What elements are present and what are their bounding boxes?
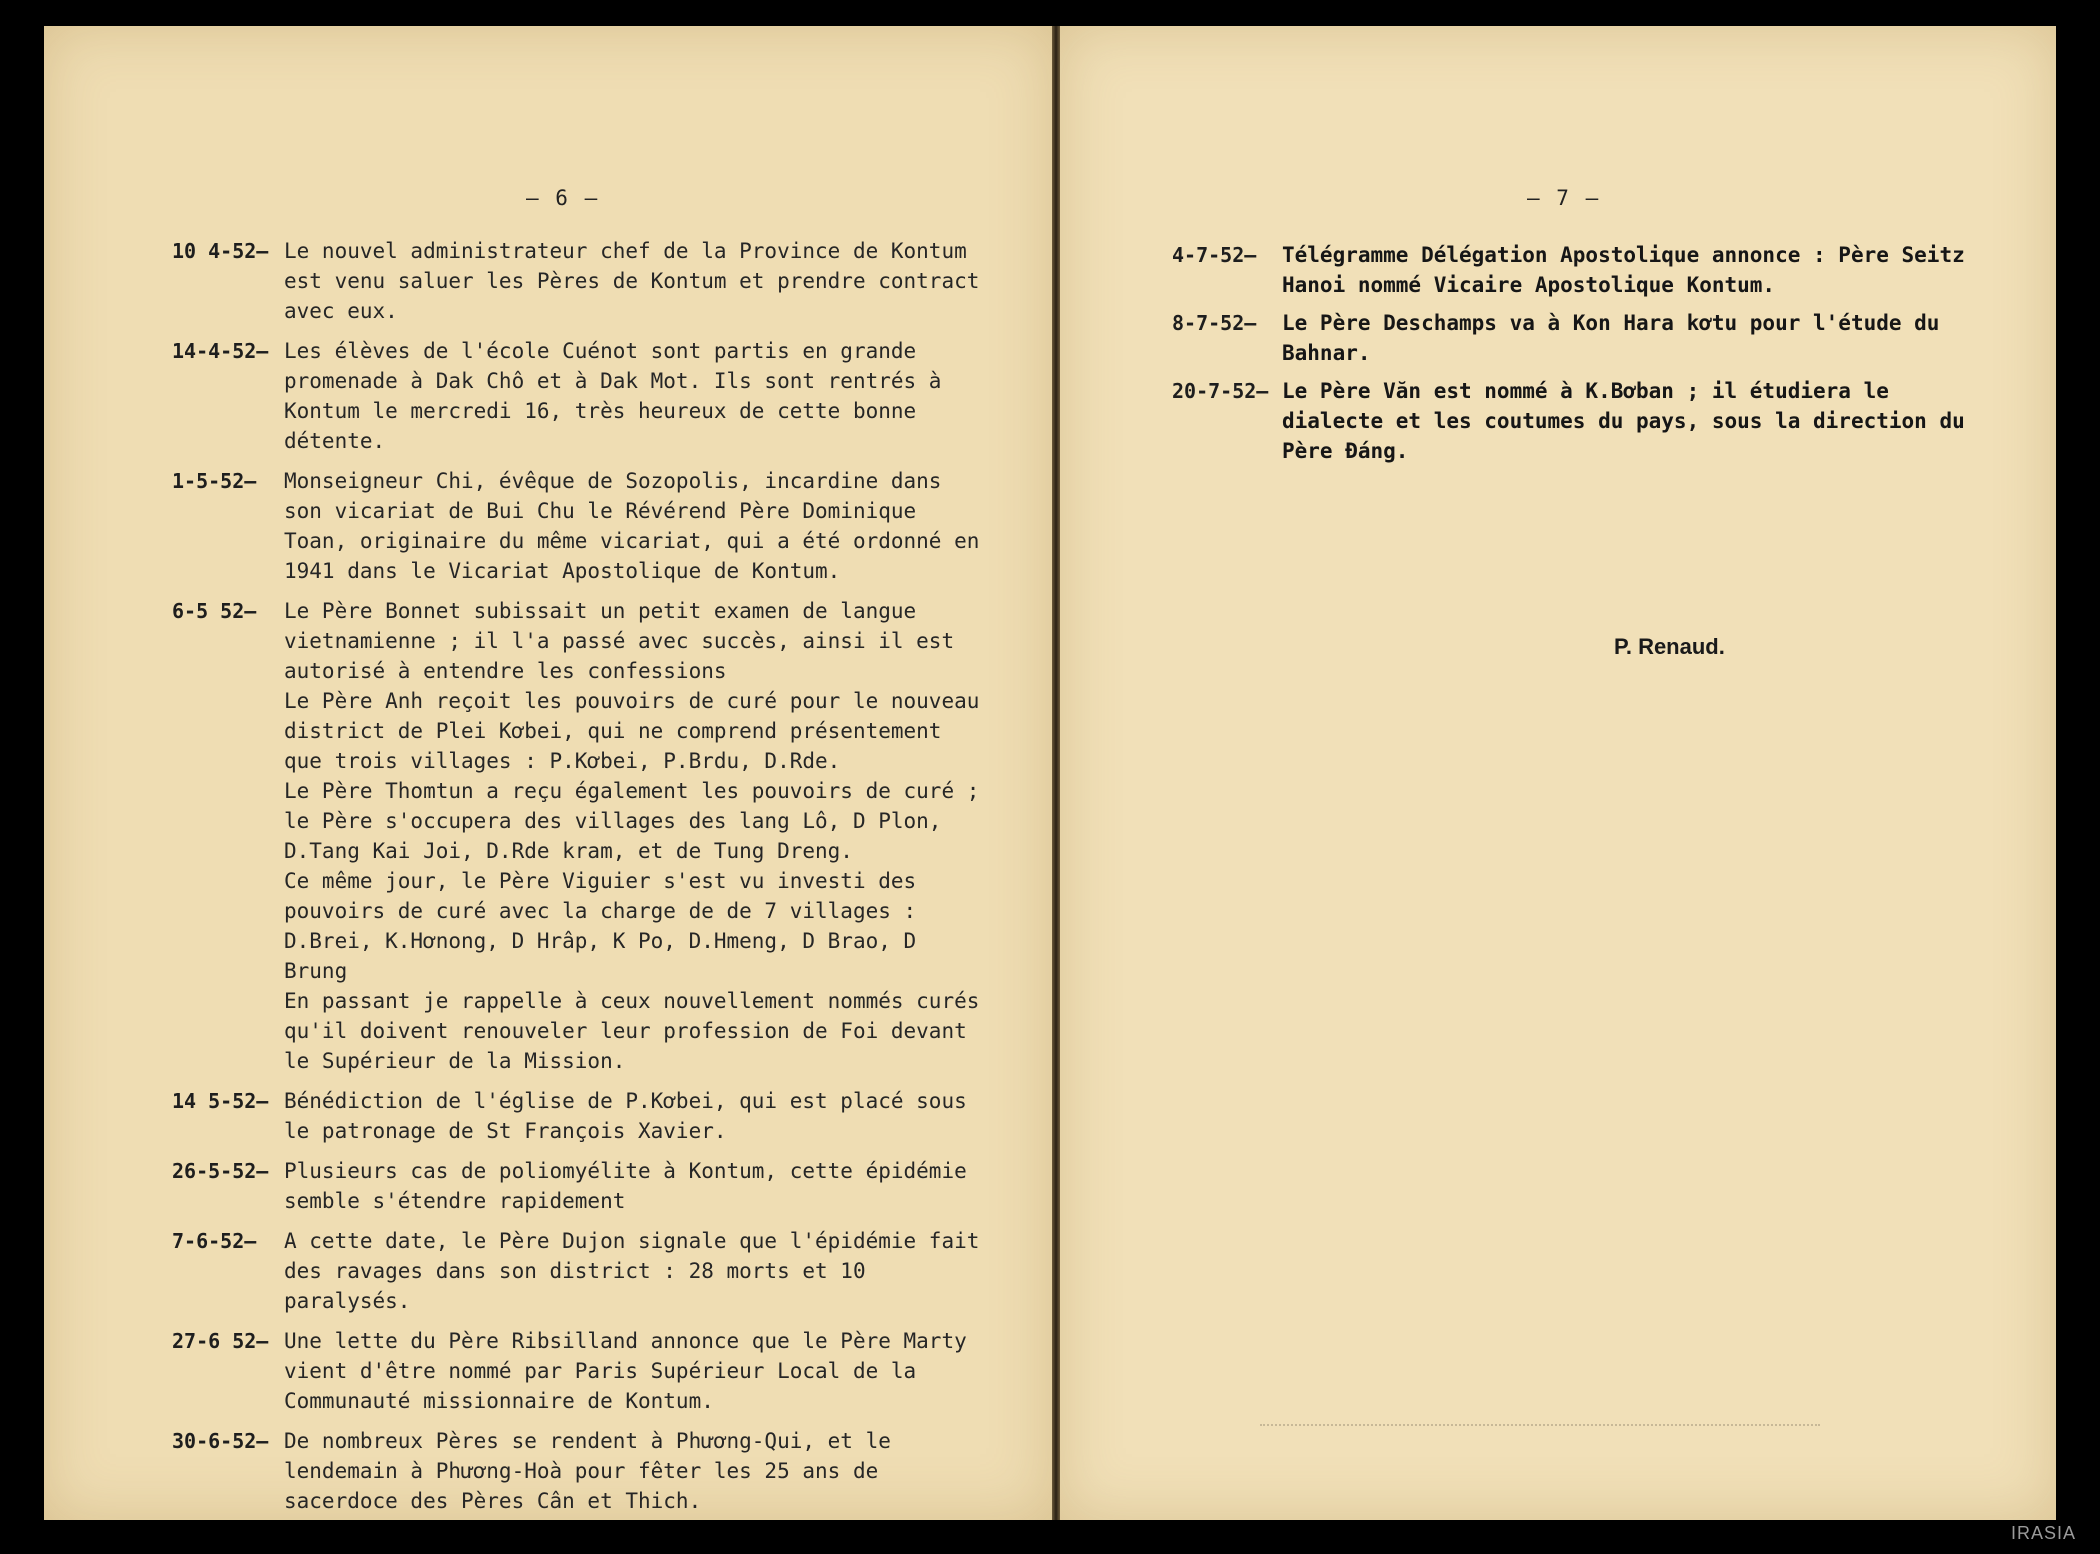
journal-entry [1172, 240, 1982, 300]
entry-text: Plusieurs cas de poliomyélite à Kontum, cette épidémie semble s'étendre rapidement [284, 1159, 967, 1213]
entry-text: Le nouvel administrateur chef de la Province de Kontum est venu saluer les Pères de Kontum et prendre contract avec eux. [284, 239, 980, 323]
journal-entry [172, 1086, 990, 1146]
journal-entry [1172, 308, 1982, 368]
signature: P. Renaud. [1614, 634, 1725, 659]
entry-text: Monseigneur Chi, évêque de Sozopolis, incardine dans son vicariat de Bui Chu le Révérend Père Dominique Toan, originaire du même vicariat, qui a été ordonné en 1941 dans le Vicariat Apostolique de Kontum. [284, 469, 980, 583]
entry-text: Une lette du Père Ribsilland annonce que le Père Marty vient d'être nommé par Paris Supérieur Local de la Communauté missionnaire de Kontum. [284, 1329, 967, 1413]
entries-left [172, 236, 990, 1526]
faded-dotted-line [1260, 1424, 1820, 1428]
entry-date: 8-7-52 — [1172, 308, 1282, 338]
entry-text: Les élèves de l'école Cuénot sont partis en grande promenade à Dak Chô et à Dak Mot. Ils sont rentrés à Kontum le mercredi 16, très heureux de cette bonne détente. [284, 339, 942, 453]
entry-date: 14-4-52 — [172, 336, 282, 366]
journal-entry [172, 236, 990, 326]
entry-text: Télégramme Délégation Apostolique annonce : Père Seitz Hanoi nommé Vicaire Apostolique Kontum. [1282, 243, 1965, 297]
journal-entry [172, 1426, 990, 1516]
left-page [44, 26, 1052, 1520]
watermark: IRASIA [2010, 1523, 2076, 1543]
page-number-right: – 7 – [1527, 186, 1601, 210]
entry-date: 27-6 52 — [172, 1326, 282, 1356]
journal-entry [172, 596, 990, 1076]
entry-text: En passant je rappelle à ceux nouvellement nommés curés qu'il doivent renouveler leur profession de Foi devant le Supérieur de la Mission. [284, 989, 980, 1073]
entry-date: 1-5-52 — [172, 466, 282, 496]
entry-date: 4-7-52 — [1172, 240, 1282, 270]
entry-text: Bénédiction de l'église de P.Kơbei, qui est placé sous le patronage de St François Xavier. [284, 1089, 967, 1143]
journal-entry [172, 1326, 990, 1416]
entry-text: Le Père Văn est nommé à K.Bơban ; il étudiera le dialecte et les coutumes du pays, sous la direction du Père Đáng. [1282, 379, 1965, 463]
entry-date: 7-6-52 — [172, 1226, 282, 1256]
entry-date: 20-7-52 — [1172, 376, 1282, 406]
entry-date: 10 4-52 — [172, 236, 282, 266]
entry-date: 14 5-52 — [172, 1086, 282, 1116]
entry-date: 6-5 52 — [172, 596, 282, 626]
entry-text: Le Père Deschamps va à Kon Hara kơtu pour l'étude du Bahnar. [1282, 311, 1940, 365]
entry-text: De nombreux Pères se rendent à Phương-Qui, et le lendemain à Phương-Hoà pour fêter les 25 ans de sacerdoce des Pères Cân et Thich. [284, 1429, 891, 1513]
entry-text: Ce même jour, le Père Viguier s'est vu investi des pouvoirs de curé avec la charge de de 7 villages : D.Brei, K.Hơnong, D Hrâp, K Po, D.Hmeng, D Brao, D Brung [284, 869, 917, 983]
entry-date: 30-6-52 — [172, 1426, 282, 1456]
entries-right [1172, 240, 1982, 474]
journal-entry [1172, 376, 1982, 466]
journal-entry [172, 1156, 990, 1216]
journal-entry [172, 1226, 990, 1316]
page-number-left: – 6 – [526, 186, 600, 210]
entry-text: Le Père Thomtun a reçu également les pouvoirs de curé ; le Père s'occupera des villages des lang Lô, D Plon, D.Tang Kai Joi, D.Rde kram, et de Tung Dreng. [284, 779, 980, 863]
journal-entry [172, 336, 990, 456]
book-gutter [1052, 26, 1060, 1520]
entry-text: A cette date, le Père Dujon signale que l'épidémie fait des ravages dans son district : 28 morts et 10 paralysés. [284, 1229, 980, 1313]
journal-entry [172, 466, 990, 586]
entry-date: 26-5-52 — [172, 1156, 282, 1186]
entry-text: Le Père Bonnet subissait un petit examen de langue vietnamienne ; il l'a passé avec succès, ainsi il est autorisé à entendre les confessions [284, 599, 955, 683]
entry-text: Le Père Anh reçoit les pouvoirs de curé pour le nouveau district de Plei Kơbei, qui ne comprend présentement que trois villages : P.Kơbei, P.Brdu, D.Rde. [284, 689, 980, 773]
right-page [1060, 26, 2056, 1520]
